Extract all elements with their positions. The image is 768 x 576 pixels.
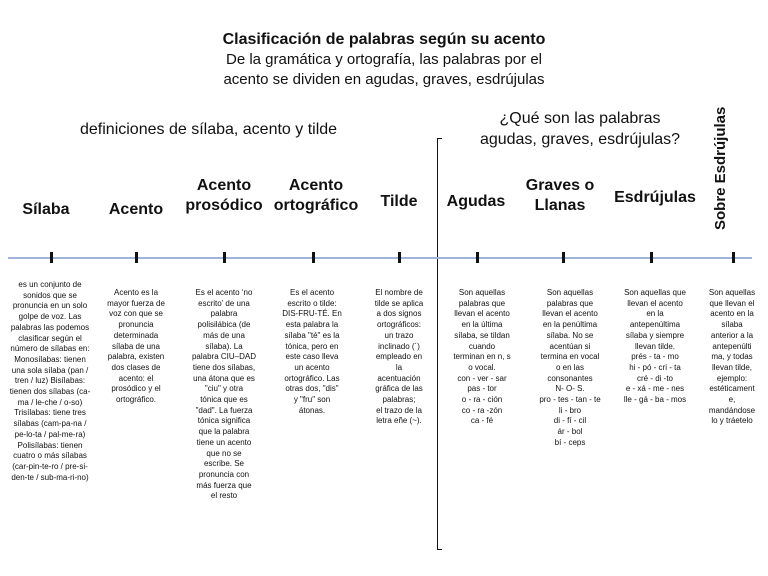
description-tilde: El nombre de tilde se aplica a dos signos ortográficos: un trazo inclinado (´) empleado en la acentuación gráfica de las palabras; el trazo de la letra eñe (~). xyxy=(374,288,424,426)
section-label-question: ¿Qué son las palabras agudas, graves, esdrújulas? xyxy=(479,110,681,148)
heading-acento-ortografico: Acento ortográfico xyxy=(273,177,359,214)
description-acento-prosodico: Es el acento ‘no escrito’ de una palabra polisilábica (de más de una sílaba). La palabra CIU–DAD tiene dos sílabas, una átona que es "ciu" y otra tónica que es "dad". La fuerza tónica significa que la palabra tiene un acento que no se escribe. Se pronuncia con más fuerza que el resto xyxy=(191,288,257,501)
heading-agudas: Agudas xyxy=(446,193,506,210)
heading-acento: Acento xyxy=(108,201,164,218)
description-acento-ortografico: Es el acento escrito o tilde: DIS-FRU-TÉ. En esta palabra la sílaba "té" es la tónica, pero en este caso lleva un acento ortográfico. Las otras dos, "dis" y "fru" son átonas. xyxy=(282,288,342,415)
diagram-title: Clasificación de palabras según su acento xyxy=(222,31,546,48)
tick-tilde xyxy=(398,252,401,263)
heading-tilde: Tilde xyxy=(380,193,418,210)
subtitle-line-2: acento se dividen en agudas, graves, esdrújulas xyxy=(223,71,545,88)
description-silaba: es un conjunto de sonidos que se pronuncia en un solo golpe de voz. Las palabras las podemos clasificar según el número de sílabas en: Monosílabas: tienen una sola sílaba (pan / tren / luz) Bisílabas: tienen dos sílabas (ca- ma / le-che / o-so) Trisílabas: tiene tres sílabas (cam-pa-na / pe-lo-ta / pal-me-ra) Polisílabas: tienen cuatro o más sílabas (car-pin-te-ro / pre-si- den-te / sub-ma-ri-no) xyxy=(9,280,91,482)
tick-sobre-esdrujulas xyxy=(732,252,735,263)
heading-acento-prosodico: Acento prosódico xyxy=(185,177,263,214)
tick-esdrujulas xyxy=(650,252,653,263)
timeline-axis xyxy=(8,257,752,259)
tick-graves xyxy=(562,252,565,263)
description-agudas: Son aquellas palabras que llevan el acento en la última sílaba, se tildan cuando terminan en n, s o vocal. con - ver - sar pas - tor o - ra - ción co - ra -zón ca - fé xyxy=(453,288,511,426)
diagram-subtitle xyxy=(0,50,768,90)
heading-esdrujulas: Esdrújulas xyxy=(614,189,696,206)
tick-acento xyxy=(135,252,138,263)
heading-graves-llanas: Graves o Llanas xyxy=(525,177,595,214)
heading-sobre-esdrujulas: Sobre Esdrújulas xyxy=(712,106,729,230)
tick-acento-prosodico xyxy=(223,252,226,263)
description-graves: Son aquellas palabras que llevan el acento en la penúltima sílaba. No se acentúan si termina en vocal o en las consonantes N- O- S. pro - tes - tan - te li - bro di - fí - cil ár - bol bí - ceps xyxy=(539,288,601,447)
subtitle-line-1: De la gramática y ortografía, las palabras por el xyxy=(226,51,542,68)
tick-acento-ortografico xyxy=(312,252,315,263)
tick-agudas xyxy=(476,252,479,263)
tick-silaba xyxy=(50,252,53,263)
description-sobre-esdrujulas: Son aquellas que llevan el acento en la sílaba anterior a la antepenúlti ma, y todas llevan tilde, ejemplo: estéticament e, mandándose lo y tráetelo xyxy=(708,288,756,426)
heading-silaba: Sílaba xyxy=(22,201,70,218)
description-esdrujulas: Son aquellas que llevan el acento en la antepenúltima sílaba y siempre llevan tilde. prés - ta - mo hi - pó - cri - ta cré - di -to e - xá - me - nes lle - gá - ba - mos xyxy=(623,288,687,405)
description-acento: Acento es la mayor fuerza de voz con que se pronuncia determinada sílaba de una palabra, existen dos clases de acento: el prosódico y el ortográfico. xyxy=(107,288,165,405)
section-label-definitions: definiciones de sílaba, acento y tilde xyxy=(80,121,338,138)
